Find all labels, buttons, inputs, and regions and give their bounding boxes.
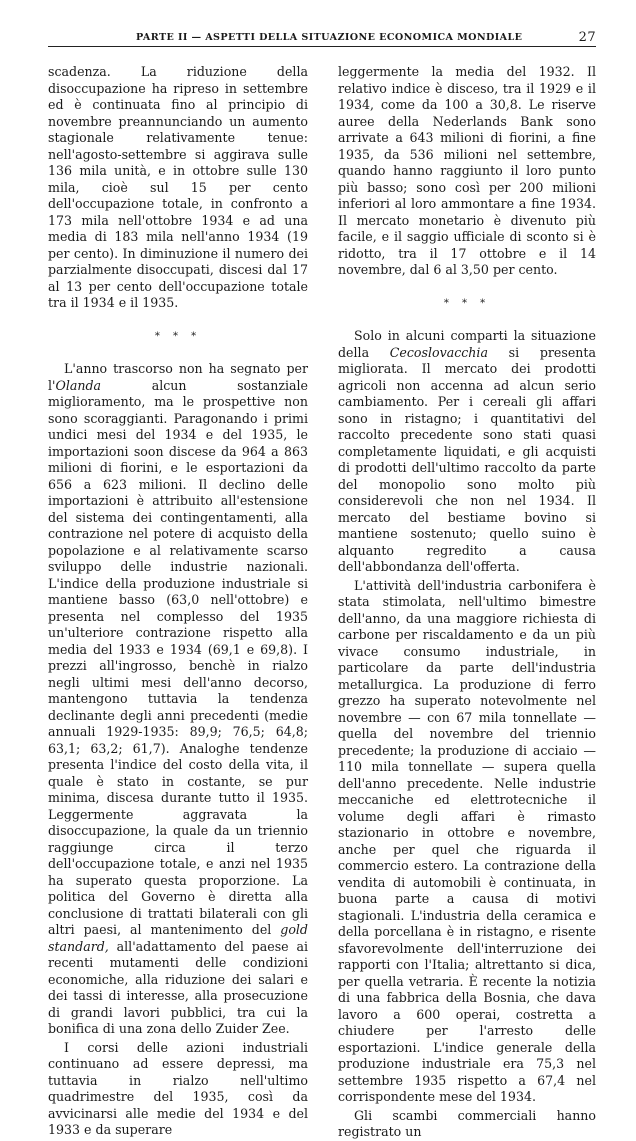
- running-header-title: PARTE II — ASPETTI DELLA SITUAZIONE ECONOMICA MONDIALE: [136, 32, 523, 43]
- text-span: all'adattamento del paese ai recenti mutamenti delle condizioni economiche, alla riduzione dei salari e dei tassi di interesse, alla prosecuzione di grandi lavori pubblici, tra cui la bonifica di una zona dello Zuider Zee.: [48, 938, 308, 1036]
- text-span: alcun sostanziale miglioramento, ma le prospettive non sono scoraggianti. Paragonando i primi undici mesi del 1934 e del 1935, le importazioni soon discese da 964 a 863 milioni di fiorini, e le esportazioni da 656 a 623 milioni. Il declino delle importazioni è attribuito all'estensione del sistema dei contingentamenti, alla contrazione nel potere di acquisto della popolazione e al relativamente scarso sviluppo delle industrie nazionali. L'indice della produzione industriale si mantiene basso (63,0 nell'ottobre) e presenta nel complesso del 1935 un'ulteriore contrazione rispetto alla media del 1933 e 1934 (69,1 e 69,8). I prezzi all'ingrosso, benchè in rialzo negli ultimi mesi dell'anno decorso, mantengono tuttavia la tendenza declinante degli anni precedenti (medie annuali 1929-1935: 89,9; 76,5; 64,8; 63,1; 63,2; 61,7). Analoghe tendenze presenta l'indice del costo della vita, il quale è stato in costante, se pur minima, discesa durante tutto il 1935. Leggermente aggravata la disoccupazione, la quale da un triennio raggiunge circa il terzo dell'occupazione totale, e anzi nel 1935 ha superato questa proporzione. La politica del Governo è diretta alla conclusione di trattati bilaterali con gli altri paesi, al mantenimento del: [48, 377, 308, 937]
- text-span: Solo in alcuni comparti la situazione della: [338, 328, 596, 360]
- paragraph-coal-industry: L'attività dell'industria carbonifera è stata stimolata, nell'ultimo bimestre dell'anno, da una maggiore richiesta di carbone per riscaldamento e da un più vivace consumo industriale, in particolare da parte dell'industria metallurgica. La produzione di ferro grezzo ha superato notevolmente nel novembre — con 67 mila tonnellate — quella del novembre del triennio precedente; la produzione di acciaio — 110 mila tonnellate — supera quella dell'anno precedente. Nelle industrie meccaniche ed elettrotecniche il volume degli affari è rimasto stazionario in ottobre e novembre, anche per quel che riguarda il commercio estero. La contrazione della vendita di automobili è continuata, in buona parte a causa di motivi stagionali. L'industria della ceramica e della porcellana è in ristagno, e risente sfavorevolmente dell'interruzione dei rapporti con l'Italia; altrettanto si dica, per quella vetraria. È recente la notizia di una fabbrica della Bosnia, che dava lavoro a 600 operai, costretta a chiudere per l'arresto delle esportazioni. L'indice generale della produzione industriale era 75,3 nel settembre 1935 rispetto a 67,4 nel corrispondente mese del 1934.: [338, 577, 596, 1104]
- paragraph-czechoslovakia: [338, 328, 596, 576]
- paragraph-trade: Gli scambi commerciali hanno registrato un: [338, 1107, 596, 1139]
- header-rule: [48, 46, 596, 47]
- country-name-cecoslovacchia: Cecoslovacchia: [389, 344, 488, 360]
- right-column: [338, 64, 596, 1141]
- gold-standard-term: gold standard,: [48, 922, 308, 954]
- section-separator: * * *: [154, 330, 202, 342]
- paragraph-shares: I corsi delle azioni industriali continuano ad essere depressi, ma tuttavia in rialzo nell'ultimo quadrimestre del 1935, così da avvicinarsi alle medie del 1934 e del 1933 e da superare: [48, 1039, 308, 1137]
- section-separator: * * *: [443, 297, 491, 309]
- running-header: [48, 30, 598, 46]
- page-number: 27: [578, 30, 596, 45]
- paragraph-gold-reserves: leggermente la media del 1932. Il relativo indice è disceso, tra il 1929 e il 1934, come da 100 a 30,8. Le riserve auree della Nederlands Bank sono arrivate a 643 milioni di fiorini, a fine 1935, da 536 milioni nel settembre, quando hanno raggiunto il loro punto più basso; sono così per 200 milioni inferiori al loro ammontare a fine 1934. Il mercato monetario è divenuto più facile, e il saggio ufficiale di sconto si è ridotto, tra il 17 ottobre e il 14 novembre, dal 6 al 3,50 per cento.: [338, 64, 596, 277]
- country-name-olanda: Olanda: [55, 377, 102, 393]
- left-column: [48, 64, 308, 1139]
- text-span: si presenta migliorata. Il mercato dei prodotti agricoli non accenna ad alcun serio cambiamento. Per i cereali gli affari sono in ristagno; i quantitativi del raccolto precedente sono stati quasi completamente liquidati, e gli acquisti di prodotti dell'ultimo raccolto da parte del monopolio sono molto più considerevoli che non nel 1934. Il mercato del bestiame bovino si mantiene sostenuto; quello suino è alquanto regredito a causa dell'abbondanza dell'offerta.: [338, 344, 596, 574]
- paragraph-unemployment: scadenza. La riduzione della disoccupazione ha ripreso in settembre ed è continuata fino al principio di novembre preannunciando un aumento stagionale relativamente tenue: nell'agosto-settembre si aggirava sulle 136 mila unità, e in ottobre sulle 130 mila, cioè sul 15 per cento dell'occupazione totale, in confronto a 173 mila nell'ottobre 1934 e ad una media di 183 mila nell'anno 1934 (19 per cento). In diminuzione il numero dei parzialmente disoccupati, discesi dal 17 al 13 per cento dell'occupazione totale tra il 1934 e il 1935.: [48, 64, 308, 310]
- text-span: L'anno trascorso non ha segnato per l': [48, 361, 308, 393]
- paragraph-netherlands: [48, 361, 308, 1038]
